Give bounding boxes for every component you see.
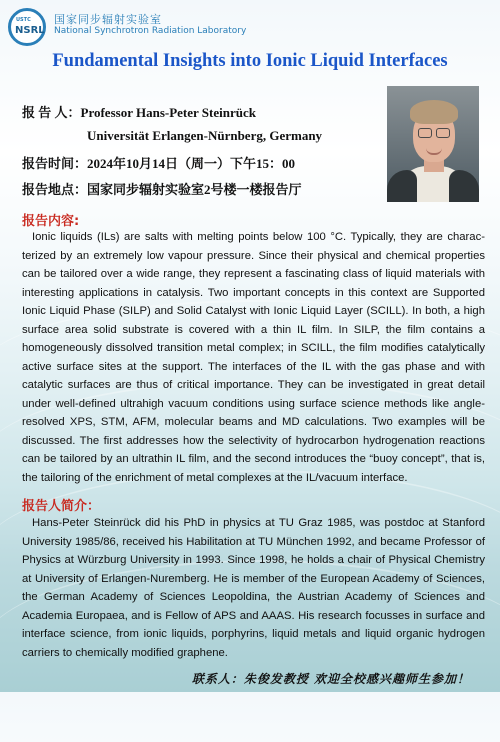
- nsrl-logo: [8, 8, 46, 46]
- contact-footer: 联系人：朱俊发教授 欢迎全校感兴趣师生参加！: [191, 672, 470, 686]
- bio-text: Hans-Peter Steinrück did his PhD in physics at TU Graz 1985, was postdoc at Stanford University 1985/86, received his Habilitation at TU München 1992, and became Professor of Physics at Würzburg University in 1993. Since 1998, he holds a chair of Physical Chemistry at University of Erlangen-Nuremberg. He is member of the European Academy of Sciences, the German Academy of Sciences Leopoldina, the Austrian Academy of Sciences and Academia Europaea, and is Fellow of APS and AAAS. His research focusses in surface and interface science, from ionic liquids, porphyrins, liquid metals and liquid organic hydrogen carriers to chemically modified graphene.: [22, 517, 485, 659]
- time-line: 报告时间：2024年10月14日（周一）下午15：00: [22, 156, 296, 171]
- bio-heading: 报告人简介：: [22, 499, 101, 514]
- logo-top-text: USTC: [16, 17, 31, 23]
- logo-main-text: NSRL: [15, 25, 45, 36]
- speaker-photo: [387, 86, 479, 202]
- place-line: 报告地点：国家同步辐射实验室2号楼一楼报告厅: [22, 182, 302, 197]
- speaker-affiliation: Universität Erlangen-Nürnberg, Germany: [87, 128, 323, 143]
- content-heading: 报告内容:: [22, 214, 80, 229]
- org-name-cn: 国家同步辐射实验室: [54, 13, 162, 26]
- speaker-line: 报 告 人：Professor Hans-Peter Steinrück: [22, 105, 256, 120]
- lecture-title: Fundamental Insights into Ionic Liquid Interfaces: [52, 51, 448, 71]
- org-name-en: National Synchrotron Radiation Laboratory: [54, 26, 247, 36]
- abstract-text: Ionic liquids (ILs) are salts with melting points below 100 °C. Typically, they are charac-terized by an extremely low vapour pressure. Since their physical and chemical properties can be tailored over a wide range, they represent a fascinating class of liquid materials with interesting applications in catalysis. Two important concepts in this context are Supported Ionic Liquid Phase (SILP) and Solid Catalyst with Ionic Liquid Layer (SCILL). In both, a high surface area solid substrate is covered with a thin IL film. In SILP, the film contains a homogeneously dissolved transition metal complex; in SCILL, the film modifies catalytically active surface sites at the support. The interfaces of the IL with the gas phase and with catalytic surfaces are thus of critical importance. They can be investigated in great detail under well-defined ultrahigh vacuum conditions using surface science methods like angle-resolved XPS, STM, AFM, molecular beams and MD calculations. Two examples will be discussed. The first addresses how the selectivity of hydrocarbon hydrogenation reactions can be tailored by an ultrathin IL film, and the second introduces the “buoy concept”, that is, the tailoring of the enrichment of metal complexes at the IL/vacuum interface.: [22, 231, 485, 484]
